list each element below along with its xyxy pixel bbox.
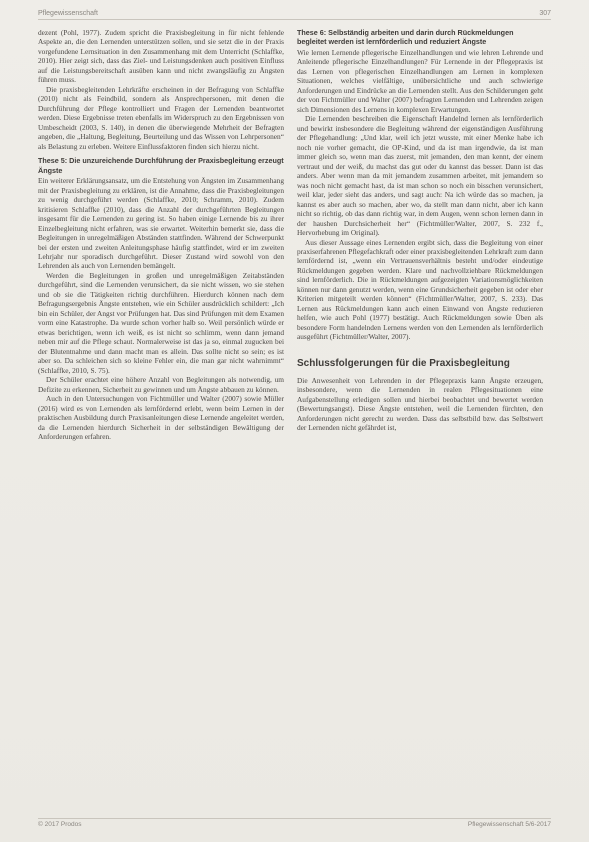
paragraph: Die Lernenden beschreiben die Eigenschaft Handelnd lernen als lernförderlich und bewirkt insbesondere die Begleitung während der eigenständigen Ausführung der Pflegehandlung: „Und klar, weil ich jetzt wusste, mit einer Menke habe ich noch nie vorher gemacht, die OP-Kind, und da ist man irgendwie, da ist man immer gleich so, wenn man das zuerst, mit jemanden, den man kennt, der einem vertraut und der weiß, du machst das gut oder du kannst das besser. Dann ist das anders. Aber wenn man da mit jemandem zusammen arbeitet, mit jemandem so was noch nicht gemacht hast, da ist man schon so noch ein bisschen verunsichert, weil klar, jeder sieht das anders, und sagt auch: Na ich würde das so machen, ja kannst es aber auch so machen, aber wo, da stellt man dann nicht, aber ich kann nicht so richtig, ob das dann richtig war, in dem Augen, wenn schon lernen dann in der haushen Durchsicherheit her“ (Fichtmüller/Walter, 2007, S. 232 f., Hervorhebung im Original). bbox=[297, 114, 543, 238]
paragraph: Die Anwesenheit von Lehrenden in der Pflegepraxis kann Ängste erzeugen, insbesondere, wenn die Lernenden in realen Pflegesituationen eine Aufgabenstellung erledigen sollen und hierbei beobachtet und bewertet werden (Bewertungsangst). Diese Ängste entstehen, weil die Lernenden fürchten, den Anforderungen nicht gerecht zu werden. Dass das selbstbild bzw. das Selbstwert der Lernenden nicht gefährdet ist, bbox=[297, 375, 543, 433]
running-head bbox=[38, 10, 551, 20]
page-footer bbox=[38, 818, 551, 828]
paragraph: Auch in den Untersuchungen von Fichtmüller und Walter (2007) sowie Müller (2016) wird es von Lernenden als lernfördernd erlebt, wenn beim Lernen in der praktischen Ausbildung durch Praxisanleitungen diese Lernende angeleitet werden, da die Lernenden hierdurch Sicherheit in der selbständigen Bewältigung der Anforderungen erfahren. bbox=[38, 394, 284, 442]
paragraph: Werden die Begleitungen in großen und unregelmäßigen Zeitabständen durchgeführt, sind die Lernenden verunsichert, da sie nicht wissen, wo sie stehen und ob sie die Tätigkeiten richtig durchführen. Hierdurch können nach dem Befragungsergebnis Ängste entstehen, wie ein Schüler ausdrücklich schildert: „Ich bin ein Schüler, der Angst vor Prüfungen hat. Das sind Prüfungen mit dem Examen vorm eine Katastrophe. Da wurde schon vorher halb so. Weil persönlich würde er etwas berichtigen, wenn ich weiß, es ist nicht so schlimm, wenn dann jemand neben mir auf die Pflege schaut. Normalerweise ist das ja so, einmal zugucken bei der Blutentnahme und dann macht man es allein. Das sollte nicht so sein; es ist aber so. Da schleichen sich so kleine Fehler ein, die man gar nicht wahrnimmt“ (Schlaffke, 2010, S. 75). bbox=[38, 270, 284, 375]
footer-publisher: © 2017 Prodos bbox=[38, 821, 82, 828]
paragraph: Der Schüler erachtet eine höhere Anzahl von Begleitungen als notwendig, um Defizite zu erkennen, Sicherheit zu gewinnen und um Ängste abbauen zu können. bbox=[38, 375, 284, 394]
section-heading-these-5: These 5: Die unzureichende Durchführung der Praxisbegleitung erzeugt Ängste bbox=[38, 156, 284, 175]
left-column bbox=[38, 28, 284, 442]
paragraph: Die praxisbegleitenden Lehrkräfte erscheinen in der Befragung von Schlaffke (2010) nicht als Feindbild, sondern als Ansprechpersonen, mit denen die Durchführung der Pflege kontrolliert und Fragen der Lernenden beantwortet werden. Diese Ergebnisse treten ebenfalls im Widerspruch zu den Ergebnissen von Umbescheidt (2003, S. 140), in denen die überwiegende Mehrheit der Befragten angeben, die „Haltung, Begleitung, Beurteilung und das Wissen von Lehrpersonen“ als Belastung zu erleben. Weitere Einflussfaktoren finden sich hierzu nicht. bbox=[38, 84, 284, 151]
section-heading-schlussfolgerungen: Schlussfolgerungen für die Praxisbegleitung bbox=[297, 357, 510, 369]
page-number: 307 bbox=[539, 10, 551, 17]
running-head-title: Pflegewissenschaft bbox=[38, 10, 98, 17]
right-column bbox=[297, 28, 543, 433]
paragraph: Ein weiterer Erklärungsansatz, um die Entstehung von Ängsten im Zusammenhang mit der Praxisbegleitung zu erklären, ist die Annahme, dass die Praxisbegleitungen zu wenig durchgeführt werden (Schlaffke, 2010; Schramm, 2010). Zudem kritisieren Schlaffke (2010), dass die Anzahl der durchgeführten Begleitungen insgesamt für die Lernenden zu gering ist. So haben einige Lernende bis zu ihrer Einzelbegleitung nicht erfahren, was sie erwartet. Weiterhin bemerkt sie, dass die Begleitungen in unregelmäßigen Abständen stattfinden. Während der Schwerpunkt bei der ersten und zweiten Anleitungsphase häufig stattfindet, wird er im zweiten Lehrjahr nur sporadisch durchgeführt. Dieser Zustand wird sowohl von den Lehrenden als auch von Lernenden bemängelt. bbox=[38, 176, 284, 271]
paragraph: Wie lernen Lernende pflegerische Einzelhandlungen und wie lehren Lehrende und Anleitende pflegerische Einzelhandlungen? Für Lernende in der Pflegepraxis ist das Lernen von pflegerischen Einzelhandlungen am Lernen in komplexen Situationen, welches vielfältige, unübersichtliche und auch schwierige Anforderungen und Eindrücke an die Lernenden stellt. Aus den Schilderungen geht der von Fichtmüller und Walter (2007) befragten Lernenden und Lehrenden zeigen sich Dimensionen des Lernens in komplexen Erwartungen. bbox=[297, 47, 543, 114]
section-heading-these-6: These 6: Selbständig arbeiten und darin durch Rückmeldungen begleitet werden ist lernförderlich und reduziert Ängste bbox=[297, 28, 514, 47]
paragraph: Aus dieser Aussage eines Lernenden ergibt sich, dass die Begleitung von einer praxiserfahrenen Pflegefachkraft oder einer praxisbegleitenden Lehrkraft zum dann lernfördernd ist, „wenn ein Vertrauensverhältnis besteht und/oder eindeutige Rückmeldungen gegeben werden. Klare und nachvollziehbare Rückmeldungen sind lernförderlich. Die in Rückmeldungen aufgezeigten Variationsmöglichkeiten können nur dann genutzt werden, wenn eine Grundsicherheit gegeben ist oder eher Kriterien mitgeteilt werden können“ (Fichtmüller/Walter, 2007, S. 233). Das Lernen aus Rückmeldungen kann auch einen Einwand von Ängste reduzieren helfen, wie auch Pohl (1977) bestätigt. Auch Rückmeldungen sowie Üben als besondere Form handelnden Lernens werden von den Lernenden als lernförderlich ausgeführt (Fichtmüller/Walter, 2007). bbox=[297, 237, 543, 342]
footer-journal: Pflegewissenschaft 5/6-2017 bbox=[467, 821, 551, 828]
paragraph: dezent (Pohl, 1977). Zudem spricht die Praxisbegleitung in für nicht fehlende Aspekte an, die den Lernenden unterstützen sollen, und sie setzt die in der Praxis vorgefundene Lernsituation in den Zusammenhang mit dem Unterricht (Schlaffke, 2010). Hier zeigt sich, dass das Ziel- und Leistungsdenken auch positiven Einfluss auf die Leistungsbereitschaft ausüben kann und nicht zwangsläufig zu Ängsten führen muss. bbox=[38, 28, 284, 85]
